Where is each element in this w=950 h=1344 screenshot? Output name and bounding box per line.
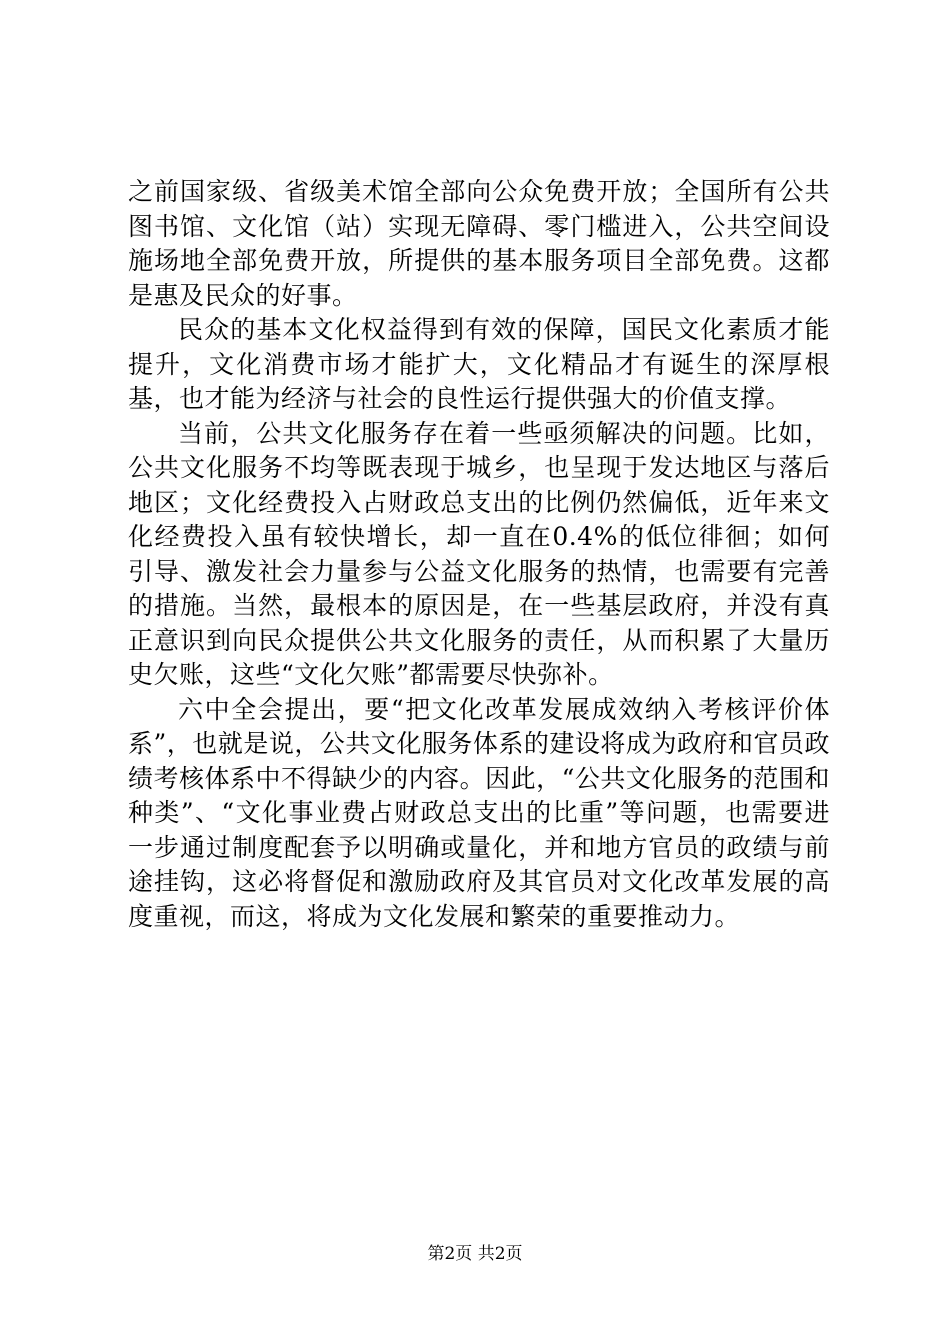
page-number-label: 第2页 共2页 bbox=[427, 1244, 523, 1264]
paragraph-1: 之前国家级、省级美术馆全部向公众免费开放；全国所有公共图书馆、文化馆（站）实现无障碍、零门槛进入，公共空间设施场地全部免费开放，所提供的基本服务项目全部免费。这都是惠及民众的好事。 bbox=[128, 177, 830, 310]
paragraph-2: 民众的基本文化权益得到有效的保障，国民文化素质才能提升，文化消费市场才能扩大，文化精品才有诞生的深厚根基，也才能为经济与社会的良性运行提供强大的价值支撑。 bbox=[128, 315, 830, 413]
page-footer bbox=[0, 1243, 950, 1265]
paragraph-4: 六中全会提出，要“把文化改革发展成效纳入考核评价体系”，也就是说，公共文化服务体系的建设将成为政府和官员政绩考核体系中不得缺少的内容。因此，“公共文化服务的范围和种类”、“文化事业费占财政总支出的比重”等问题，也需要进一步通过制度配套予以明确或量化，并和地方官员的政绩与前途挂钩，这必将督促和激励政府及其官员对文化改革发展的高度重视，而这，将成为文化发展和繁荣的重要推动力。 bbox=[128, 694, 830, 931]
paragraph-3: 当前，公共文化服务存在着一些亟须解决的问题。比如，公共文化服务不均等既表现于城乡，也呈现于发达地区与落后地区；文化经费投入占财政总支出的比例仍然偏低，近年来文化经费投入虽有较快增长，却一直在0.4%的低位徘徊；如何引导、激发社会力量参与公益文化服务的热情，也需要有完善的措施。当然，最根本的原因是，在一些基层政府，并没有真正意识到向民众提供公共文化服务的责任，从而积累了大量历史欠账，这些“文化欠账”都需要尽快弥补。 bbox=[128, 418, 830, 689]
document-body bbox=[128, 175, 830, 934]
